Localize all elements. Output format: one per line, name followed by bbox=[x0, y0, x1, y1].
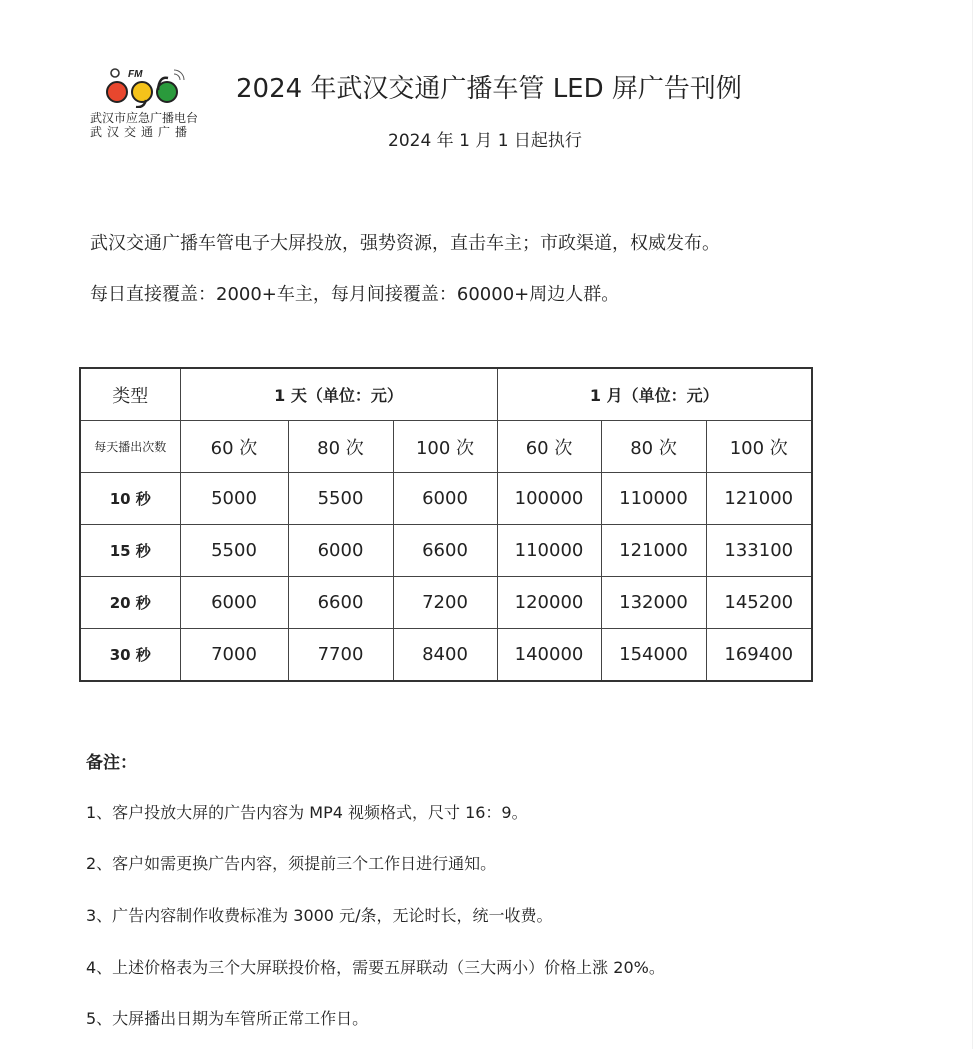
price-cell: 6600 bbox=[288, 577, 393, 629]
price-cell: 6000 bbox=[288, 525, 393, 577]
plays-cell: 60 次 bbox=[497, 421, 601, 473]
plays-label: 每天播出次数 bbox=[80, 421, 180, 473]
page-title: 2024 年武汉交通广播车管 LED 屏广告刊例 bbox=[236, 74, 742, 104]
price-cell: 100000 bbox=[497, 473, 601, 525]
price-cell: 121000 bbox=[601, 525, 706, 577]
plays-cell: 100 次 bbox=[706, 421, 812, 473]
intro-line: 武汉交通广播车管电子大屏投放，强势资源，直击车主；市政渠道，权威发布。 bbox=[90, 233, 720, 254]
note-item: 4、上述价格表为三个大屏联投价格，需要五屏联动（三大两小）价格上涨 20%。 bbox=[86, 958, 665, 977]
price-cell: 145200 bbox=[706, 577, 812, 629]
price-cell: 169400 bbox=[706, 629, 812, 682]
price-cell: 121000 bbox=[706, 473, 812, 525]
duration-cell: 10 秒 bbox=[80, 473, 180, 525]
page-edge bbox=[972, 0, 973, 1049]
price-cell: 110000 bbox=[601, 473, 706, 525]
note-item: 2、客户如需更换广告内容，须提前三个工作日进行通知。 bbox=[86, 854, 497, 873]
duration-cell: 30 秒 bbox=[80, 629, 180, 682]
table-row bbox=[80, 525, 812, 577]
price-cell: 6600 bbox=[393, 525, 497, 577]
table-row bbox=[80, 473, 812, 525]
duration-cell: 15 秒 bbox=[80, 525, 180, 577]
plays-cell: 60 次 bbox=[180, 421, 288, 473]
svg-text:FM: FM bbox=[128, 69, 143, 80]
price-cell: 154000 bbox=[601, 629, 706, 682]
day-price-header: 1 天（单位：元） bbox=[180, 368, 497, 421]
price-cell: 6000 bbox=[393, 473, 497, 525]
note-item: 1、客户投放大屏的广告内容为 MP4 视频格式，尺寸 16：9。 bbox=[86, 803, 528, 822]
price-cell: 5000 bbox=[180, 473, 288, 525]
note-item: 3、广告内容制作收费标准为 3000 元/条，无论时长，统一收费。 bbox=[86, 906, 553, 925]
table-header-row bbox=[80, 368, 812, 421]
type-header: 类型 bbox=[80, 368, 180, 421]
price-table bbox=[79, 367, 813, 682]
price-cell: 7700 bbox=[288, 629, 393, 682]
price-cell: 8400 bbox=[393, 629, 497, 682]
price-cell: 6000 bbox=[180, 577, 288, 629]
price-cell: 120000 bbox=[497, 577, 601, 629]
table-row bbox=[80, 577, 812, 629]
price-cell: 140000 bbox=[497, 629, 601, 682]
coverage-line: 每日直接覆盖：2000+车主，每月间接覆盖：60000+周边人群。 bbox=[90, 284, 620, 305]
plays-cell: 80 次 bbox=[288, 421, 393, 473]
price-cell: 5500 bbox=[180, 525, 288, 577]
plays-cell: 100 次 bbox=[393, 421, 497, 473]
table-row bbox=[80, 629, 812, 682]
price-cell: 132000 bbox=[601, 577, 706, 629]
price-cell: 7200 bbox=[393, 577, 497, 629]
note-item: 5、大屏播出日期为车管所正常工作日。 bbox=[86, 1009, 369, 1028]
logo-station-name: 武汉市应急广播电台 bbox=[90, 111, 199, 125]
logo-channel-name: 武汉交通广播 bbox=[90, 125, 193, 139]
fm-logo-icon bbox=[106, 66, 186, 108]
plays-cell: 80 次 bbox=[601, 421, 706, 473]
price-cell: 7000 bbox=[180, 629, 288, 682]
notes-heading: 备注： bbox=[86, 753, 137, 773]
effective-date: 2024 年 1 月 1 日起执行 bbox=[388, 131, 582, 151]
price-cell: 5500 bbox=[288, 473, 393, 525]
station-logo bbox=[88, 66, 204, 146]
duration-cell: 20 秒 bbox=[80, 577, 180, 629]
plays-row bbox=[80, 421, 812, 473]
price-cell: 110000 bbox=[497, 525, 601, 577]
month-price-header: 1 月（单位：元） bbox=[497, 368, 812, 421]
price-cell: 133100 bbox=[706, 525, 812, 577]
